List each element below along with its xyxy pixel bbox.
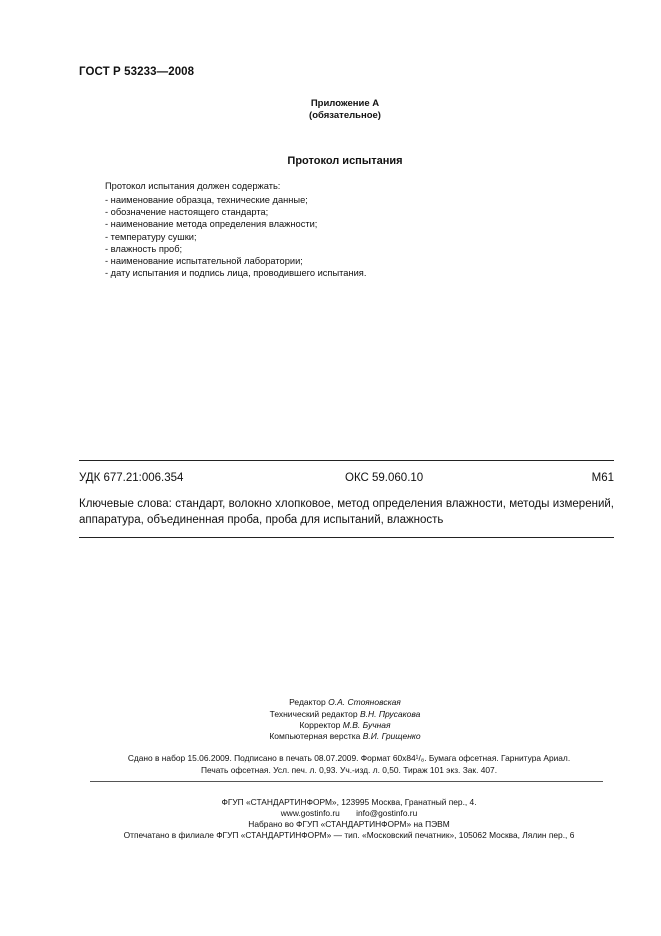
credit-label: Технический редактор (269, 709, 358, 719)
typesetting-note: Набрано во ФГУП «СТАНДАРТИНФОРМ» на ПЭВМ (248, 819, 450, 829)
list-item: - наименование испытательной лаборатории; (105, 255, 303, 266)
credit-corrector (79, 720, 611, 730)
credit-name: О.А. Стояновская (328, 697, 401, 707)
annex-title: Приложение А (310, 98, 380, 109)
list-item: - температуру сушки; (105, 231, 197, 242)
divider-bottom (79, 537, 614, 538)
credit-label: Компьютерная верстка (269, 731, 361, 741)
publisher-email: info@gostinfo.ru (356, 808, 418, 818)
publisher-website: www.gostinfo.ru (280, 808, 340, 818)
credit-tech-editor (79, 709, 611, 719)
protocol-title: Протокол испытания (287, 155, 403, 167)
list-item: - дату испытания и подпись лица, проводившего испытания. (105, 268, 367, 279)
list-item: - наименование метода определения влажности; (105, 219, 318, 230)
divider-top (79, 460, 614, 461)
publisher-contacts (79, 808, 619, 818)
credit-editor (79, 697, 611, 707)
credit-layout (79, 731, 611, 741)
oks-code: ОКС 59.060.10 (345, 472, 424, 484)
imprint-line-1: Сдано в набор 15.06.2009. Подписано в печать 08.07.2009. Формат 60х84¹/₈. Бумага офсетная. Гарнитура Ариал. (127, 753, 571, 763)
imprint-line-2: Печать офсетная. Усл. печ. л. 0,93. Уч.-изд. л. 0,50. Тираж 101 экз. Зак. 407. (200, 765, 498, 775)
udk-code: УДК 677.21:006.354 (79, 472, 184, 484)
credit-name: В.И. Грищенко (362, 731, 421, 741)
list-item: - влажность проб; (105, 243, 183, 254)
publisher-address: ФГУП «СТАНДАРТИНФОРМ», 123995 Москва, Гранатный пер., 4. (221, 797, 477, 807)
classification-code: М61 (591, 472, 614, 484)
credit-label: Редактор (289, 697, 326, 707)
credit-name: В.Н. Прусакова (359, 709, 421, 719)
annex-status: (обязательное) (309, 110, 381, 121)
classification-row (79, 472, 614, 486)
protocol-intro: Протокол испытания должен содержать: (105, 181, 281, 191)
imprint-divider (90, 781, 603, 782)
credit-label: Корректор (299, 720, 341, 730)
list-item: - обозначение настоящего стандарта; (105, 207, 269, 218)
document-code: ГОСТ Р 53233—2008 (79, 66, 195, 78)
credit-name: М.В. Бучная (342, 720, 391, 730)
list-item: - наименование образца, технические данные; (105, 195, 308, 205)
protocol-requirements-list (105, 194, 366, 279)
keywords: Ключевые слова: стандарт, волокно хлопковое, метод определения влажности, методы измерений, аппаратура, объединенная проба, проба для испытаний, влажность (79, 498, 614, 526)
printing-note: Отпечатано в филиале ФГУП «СТАНДАРТИНФОРМ» — тип. «Московский печатник», 105062 Москва, Лялин пер., 6 (123, 830, 575, 840)
